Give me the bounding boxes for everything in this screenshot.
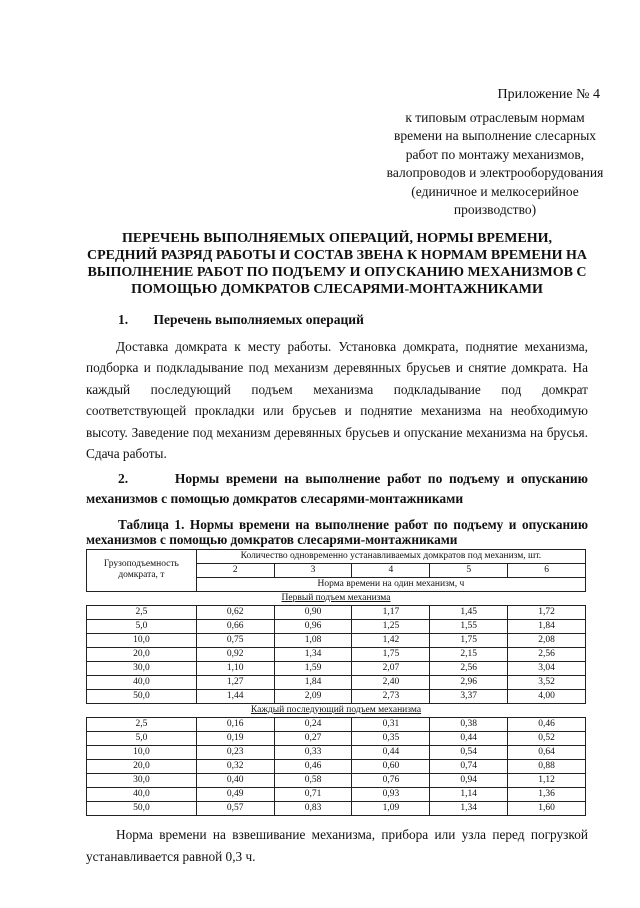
time-norm-cell: 1,75 [352,647,430,661]
time-norm-cell: 2,15 [430,647,508,661]
table-row [87,647,586,661]
time-norm-cell: 1,17 [352,605,430,619]
time-norm-cell: 0,92 [196,647,274,661]
time-norm-cell: 0,88 [508,759,586,773]
section-title: Первый подъем механизма [87,591,586,605]
table-row [87,675,586,689]
table-row [87,717,586,731]
time-norm-cell: 0,62 [196,605,274,619]
time-norm-cell: 0,96 [274,619,352,633]
time-norm-cell: 1,09 [352,801,430,815]
jack-count-header: 4 [352,563,430,577]
time-norm-cell: 1,84 [508,619,586,633]
capacity-cell: 50,0 [87,689,197,703]
time-norm-cell: 0,49 [196,787,274,801]
jack-count-header: 3 [274,563,352,577]
time-norm-cell: 0,35 [352,731,430,745]
time-norm-cell: 0,58 [274,773,352,787]
time-norm-cell: 0,40 [196,773,274,787]
time-norm-cell: 0,75 [196,633,274,647]
time-norm-cell: 1,75 [430,633,508,647]
col-header-capacity: Грузоподъемность домкрата, т [87,549,197,591]
appendix-header [380,86,610,220]
capacity-cell: 5,0 [87,619,197,633]
table-row [87,731,586,745]
section-title: Каждый последующий подъем механизма [87,703,586,717]
time-norm-cell: 0,74 [430,759,508,773]
time-norm-cell: 0,60 [352,759,430,773]
time-norm-cell: 0,33 [274,745,352,759]
time-norm-cell: 2,96 [430,675,508,689]
time-norm-cell: 0,38 [430,717,508,731]
time-norm-cell: 0,44 [430,731,508,745]
time-norm-cell: 0,24 [274,717,352,731]
time-norm-cell: 0,31 [352,717,430,731]
document-title: ПЕРЕЧЕНЬ ВЫПОЛНЯЕМЫХ ОПЕРАЦИЙ, НОРМЫ ВРЕМЕНИ, СРЕДНИЙ РАЗРЯД РАБОТЫ И СОСТАВ ЗВЕНА К НОРМАМ ВРЕМЕНИ НА ВЫПОЛНЕНИЕ РАБОТ ПО ПОДЪЕМУ И ОПУСКАНИЮ МЕХАНИЗМОВ С ПОМОЩЬЮ ДОМКРАТОВ СЛЕСАРЯМИ-МОНТАЖНИКАМИ [87,230,587,297]
time-norm-cell: 0,71 [274,787,352,801]
time-norm-cell: 0,19 [196,731,274,745]
capacity-cell: 40,0 [87,675,197,689]
time-norm-cell: 1,55 [430,619,508,633]
capacity-cell: 50,0 [87,801,197,815]
section-row [87,703,586,717]
capacity-cell: 20,0 [87,759,197,773]
time-norm-cell: 0,90 [274,605,352,619]
time-norm-cell: 1,84 [274,675,352,689]
time-norm-cell: 1,10 [196,661,274,675]
time-norm-cell: 1,25 [352,619,430,633]
capacity-cell: 2,5 [87,605,197,619]
appendix-line: работ по монтажу механизмов, [405,146,585,162]
time-norm-cell: 0,93 [352,787,430,801]
time-norm-cell: 0,52 [508,731,586,745]
time-norm-cell: 0,23 [196,745,274,759]
capacity-cell: 10,0 [87,633,197,647]
unit-header: Норма времени на один механизм, ч [196,577,585,591]
table-row [87,759,586,773]
appendix-line: времени на выполнение слесарных [393,128,597,143]
section-row [87,591,586,605]
table-row [87,773,586,787]
time-norm-cell: 0,83 [274,801,352,815]
time-norm-cell: 0,16 [196,717,274,731]
time-norm-cell: 2,08 [508,633,586,647]
jack-count-header: 5 [430,563,508,577]
capacity-cell: 30,0 [87,773,197,787]
time-norm-cell: 1,12 [508,773,586,787]
time-norm-cell: 2,56 [430,661,508,675]
capacity-cell: 10,0 [87,745,197,759]
time-norm-cell: 1,60 [508,801,586,815]
time-norm-cell: 1,45 [430,605,508,619]
table-row [87,605,586,619]
time-norm-cell: 1,08 [274,633,352,647]
time-norm-cell: 0,57 [196,801,274,815]
operations-paragraph: Доставка домкрата к месту работы. Установка домкрата, поднятие механизма, подборка и подкладывание под механизм деревянных брусьев и снятие домкрата. На каждый последующий подъем механизма подкладывание под домкрат соответствующей прокладки или брусьев и поднятие механизма на необходимую высоту. Заведение под механизм деревянных брусьев и опускание механизма на брусья. Сдача работы. [86,338,588,461]
jack-count-header: 6 [508,563,586,577]
time-norm-cell: 0,54 [430,745,508,759]
table-row [87,689,586,703]
time-norm-cell: 0,64 [508,745,586,759]
time-norm-cell: 1,36 [508,787,586,801]
capacity-cell: 20,0 [87,647,197,661]
appendix-line: к типовым отраслевым нормам [405,109,585,125]
norms-table [86,549,586,816]
time-norm-cell: 4,00 [508,689,586,703]
section-2-heading [86,469,588,509]
time-norm-cell: 0,76 [352,773,430,787]
time-norm-cell: 1,27 [196,675,274,689]
time-norm-cell: 0,46 [274,759,352,773]
weighing-note: Норма времени на взвешивание механизма, прибора или узла перед погрузкой устанавливается равной 0,3 ч. [86,826,588,864]
time-norm-cell: 3,04 [508,661,586,675]
capacity-cell: 40,0 [87,787,197,801]
section-number: 1. [118,311,129,327]
time-norm-cell: 2,73 [352,689,430,703]
time-norm-cell: 1,44 [196,689,274,703]
appendix-line: производство) [453,202,537,217]
time-norm-cell: 1,34 [430,801,508,815]
section-number: 2. [118,470,129,486]
table-row [87,661,586,675]
time-norm-cell: 1,59 [274,661,352,675]
jack-count-header: 2 [196,563,274,577]
section-title: Перечень выполняемых операций [153,311,364,327]
capacity-cell: 30,0 [87,661,197,675]
group-header: Количество одновременно устанавливаемых домкратов под механизм, шт. [196,549,585,563]
time-norm-cell: 0,66 [196,619,274,633]
table-caption: Таблица 1. Нормы времени на выполнение работ по подъему и опусканию механизмов с помощью домкратов слесарями-монтажниками [86,516,588,547]
table-row [87,745,586,759]
time-norm-cell: 2,56 [508,647,586,661]
time-norm-cell: 0,27 [274,731,352,745]
table-row [87,619,586,633]
capacity-cell: 5,0 [87,731,197,745]
time-norm-cell: 0,44 [352,745,430,759]
section-1-heading [86,310,588,330]
time-norm-cell: 3,52 [508,675,586,689]
time-norm-cell: 1,72 [508,605,586,619]
time-norm-cell: 0,94 [430,773,508,787]
appendix-line: валопроводов и электрооборудования [386,165,604,180]
time-norm-cell: 1,34 [274,647,352,661]
table-row [87,633,586,647]
time-norm-cell: 2,07 [352,661,430,675]
time-norm-cell: 3,37 [430,689,508,703]
time-norm-cell: 1,14 [430,787,508,801]
appendix-line: (единичное и мелкосерийное [411,183,579,199]
time-norm-cell: 0,32 [196,759,274,773]
time-norm-cell: 2,09 [274,689,352,703]
section-title: Нормы времени на выполнение работ по подъему и опусканию механизмов с помощью домкратов слесарями-монтажниками [86,470,588,506]
capacity-cell: 2,5 [87,717,197,731]
time-norm-cell: 2,40 [352,675,430,689]
table-row [87,787,586,801]
time-norm-cell: 1,42 [352,633,430,647]
table-row [87,801,586,815]
appendix-number: Приложение № 4 [497,87,600,102]
time-norm-cell: 0,46 [508,717,586,731]
